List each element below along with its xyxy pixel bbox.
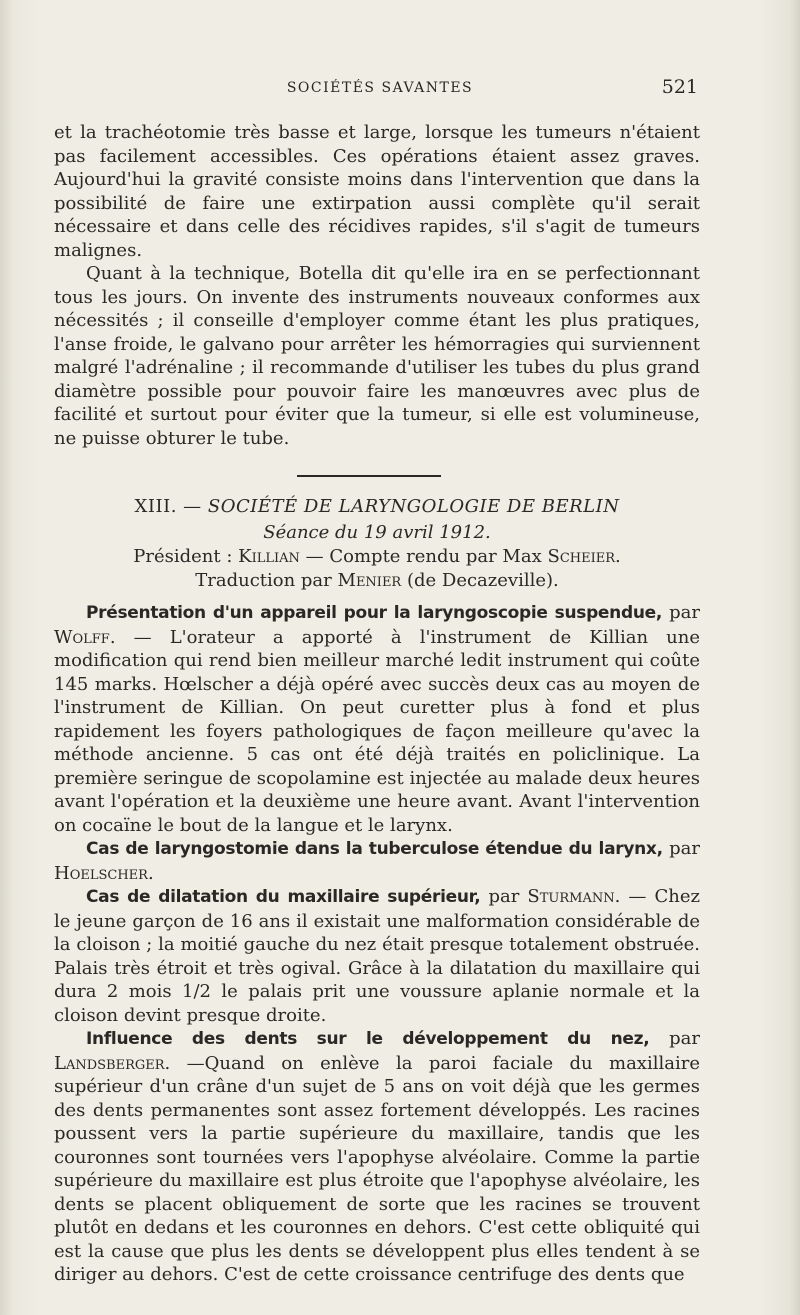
president-line (54, 545, 700, 569)
item-author: Sturmann. (527, 886, 621, 907)
translation-label: Traduction par (195, 569, 332, 591)
translator-place: (de Decazeville). (406, 569, 559, 591)
item-text: —Quand on enlève la paroi faciale du maxillaire supérieur d'un crâne d'un sujet de 5 ans on voit déjà que les germes des dents permanentes sont assez fortement développés. Les racines poussent vers la partie supérieure du maxillaire, tandis que les couronnes sont tournées vers l'apophyse alvéolaire. Comme la partie supérieure du maxillaire est plus étroite que l'apophyse alvéolaire, les dents se placent obliquement de sorte que les racines se trouvent plutôt en dedans et les couronnes en dehors. C'est cette obliquité qui est la cause que plus les dents se développent plus elles tendent à se diriger au dehors. C'est de cette croissance centrifuge des dents que (54, 1052, 700, 1285)
item-author: Hoelscher. (54, 862, 154, 884)
president-label: Président : (133, 546, 233, 567)
seance-date: Séance du 19 avril 1912. (263, 522, 491, 543)
section-title: SOCIÉTÉ DE LARYNGOLOGIE DE BERLIN (207, 496, 620, 517)
president-name: Killian (238, 546, 300, 567)
item-title: Cas de laryngostomie dans la tuberculose étendue du larynx, (86, 839, 663, 859)
item-sturmann (54, 885, 700, 1027)
body-text (54, 121, 700, 1287)
page-number: 521 (661, 76, 698, 98)
paragraph-continuation: et la trachéotomie très basse et large, lorsque les tumeurs n'étaient pas facilement accessibles. Ces opérations étaient assez graves. Aujourd'hui la gravité consiste moins dans l'intervention que dans la possibilité de faire une extirpation aussi complète qu'il serait nécessaire et dans celle des récidives rapides, s'il s'agit de tumeurs malignes. (54, 122, 700, 261)
item-wolff (54, 601, 700, 837)
section-heading (54, 495, 700, 519)
running-head (62, 76, 698, 100)
item-title: Présentation d'un appareil pour la laryngoscopie suspendue, (86, 603, 663, 623)
item-by: par (669, 838, 700, 859)
reporter-name: Scheier. (547, 546, 621, 567)
item-text: — Chez le jeune garçon de 16 ans il existait une malformation considérable de la cloison ; la moitié gauche du nez était presque totalement obstruée. Palais très étroit et très ogival. Grâce à la dilatation du maxillaire qui dura 2 mois 1/2 le palais prit une voussure aplanie normale et la cloison devint presque droite. (54, 886, 700, 1026)
item-title: Cas de dilatation du maxillaire supérieur, (86, 887, 481, 907)
item-author: Landsberger. (54, 1052, 171, 1074)
section-number: XIII. — (134, 496, 202, 517)
item-by: par (669, 602, 700, 623)
item-landsberger (54, 1027, 700, 1287)
item-author: Wolff. (54, 626, 116, 648)
translation-line (54, 569, 700, 593)
item-by: par (669, 1028, 700, 1049)
item-hoelscher (54, 837, 700, 885)
section-divider (297, 475, 441, 477)
running-head-title: SOCIÉTÉS SAVANTES (286, 80, 474, 96)
paragraph-botella: Quant à la technique, Botella dit qu'elle ira en se perfectionnant tous les jours. On invente des instruments nouveaux conformes aux nécessités ; il conseille d'employer comme étant les plus pratiques, l'anse froide, le galvano pour arrêter les hémorragies qui surviennent malgré l'adrénaline ; il recommande d'utiliser les tubes du plus grand diamètre possible pour pouvoir faire les manœuvres avec plus de facilité et surtout pour éviter que la tumeur, si elle est volumineuse, ne puisse obturer le tube. (54, 263, 700, 449)
report-label: — Compte rendu par Max (305, 546, 542, 567)
item-text: — L'orateur a apporté à l'instrument de Killian une modification qui rend bien meilleur marché ledit instrument qui coûte 145 marks. Hœlscher a déjà opéré avec succès deux cas au moyen de l'instrument de Killian. On peut curetter plus à fond et plus rapidement les foyers pathologiques de façon meilleure qu'avec la méthode ancienne. 5 cas ont été déjà traités en policlinique. La première seringue de scopolamine est injectée au malade deux heures avant l'opération et la deuxième une heure avant. Avant l'intervention on cocaïne le bout de la langue et le larynx. (54, 626, 700, 836)
item-title: Influence des dents sur le développement du nez, (86, 1029, 650, 1049)
translator-name: Menier (337, 569, 402, 591)
item-by: par (488, 886, 520, 907)
